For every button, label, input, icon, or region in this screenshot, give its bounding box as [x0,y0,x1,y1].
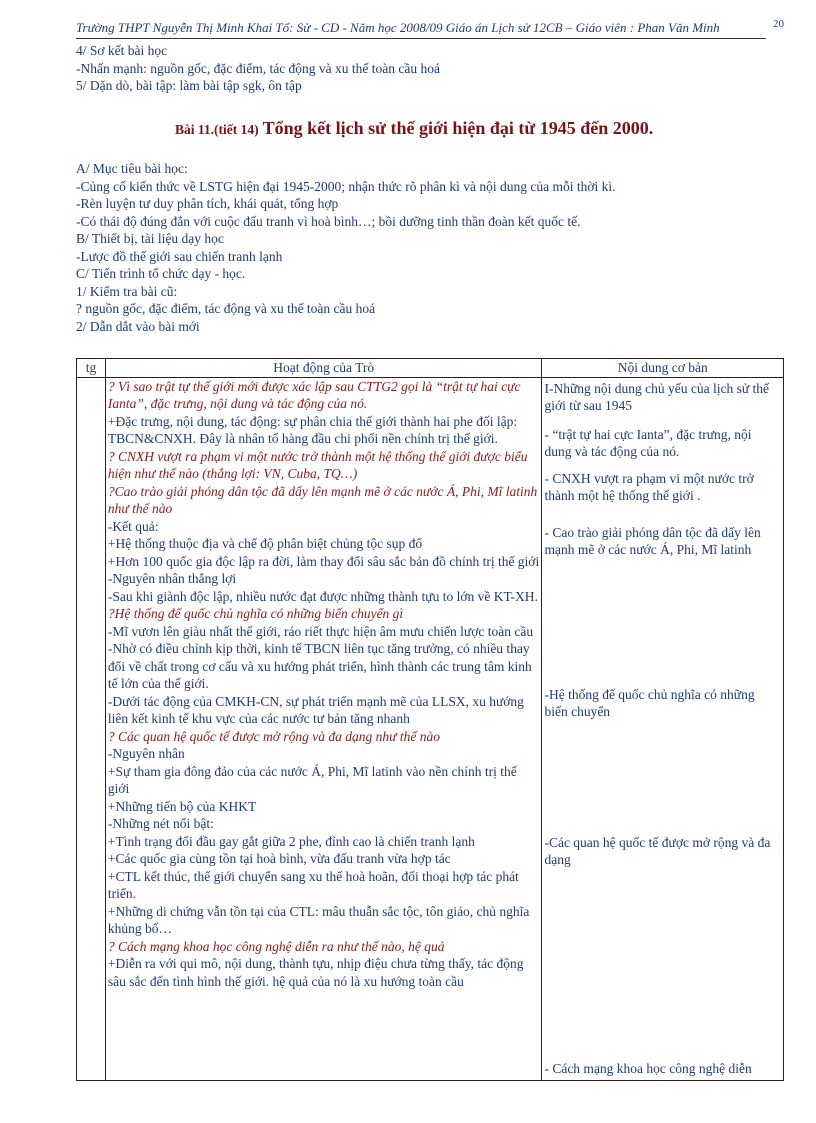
objective-line: ? nguồn gốc, đặc điểm, tác động và xu thế toàn cầu hoá [76,301,376,316]
activity-point: -Sau khi giành độc lập, nhiều nước đạt được những thành tựu to lớn về KT-XH. [107,588,538,604]
column-header-time: tg [77,359,106,378]
objective-line: -Lược đồ thế giới sau chiến tranh lạnh [76,248,283,264]
page-number: 20 [773,18,784,30]
activity-point: +Những di chứng vẫn tồn tại của CTL: mâu thuẫn sắc tộc, tôn giáo, chủ nghĩa khủng bố… [107,903,530,936]
lesson-heading: Tổng kết lịch sử thế giới hiện đại từ 1945 đến 2000. [262,118,654,138]
objective-line: A/ Mục tiêu bài học: [76,161,188,176]
content-point: - Cao trào giải phóng dân tộc đã dấy lên mạnh mẽ ở các nước Á, Phi, Mĩ latinh [544,524,761,557]
activity-point: -Nguyên nhân thắng lợi [107,571,237,586]
intro-line: -Nhấn mạnh: nguồn gốc, đặc điểm, tác động và xu thế toàn cầu hoá [76,60,441,76]
activity-cell [105,377,542,1080]
content-point: I-Những nội dung chủ yếu của lịch sử thế giới từ sau 1945 [544,380,770,413]
header-rule [76,38,766,39]
lesson-label: Bài 11.(tiết 14) [175,122,259,137]
activity-question: ? Các quan hệ quốc tế được mở rộng và đa dạng như thế nào [107,728,440,744]
activity-point: +Hệ thống thuộc địa và chế độ phân biệt chủng tộc sụp đổ [107,536,423,551]
activity-point: -Kết quả: [107,518,159,534]
activity-question: ? CNXH vượt ra phạm vi một nước trở thành một hệ thống thế giới được biểu hiện như thế nào (thắng lợi: VN, Cuba, TQ…) [107,448,528,481]
objectives-section [76,160,616,335]
objective-line: 2/ Dẫn dắt vào bài mới [76,318,200,334]
lesson-table [76,358,784,1081]
activity-question: ? Vì sao trật tự thế giới mới được xác lập sau CTTG2 gọi là “trật tự hai cực Ianta”, đặc trưng, nội dung và tác động của nó. [107,378,521,411]
content-point: - CNXH vượt ra phạm vi một nước trở thành một hệ thống thế giới . [544,470,754,503]
intro-section [76,42,440,95]
objective-line: -Có thái độ đúng đắn với cuộc đấu tranh vì hoà bình…; bồi dưỡng tinh thần đoàn kết quốc tế. [76,213,581,229]
table-row [77,377,784,1080]
intro-line: 5/ Dặn dò, bài tập: làm bài tập sgk, ôn tập [76,78,302,93]
page-header: Trường THPT Nguyễn Thị Minh Khai Tổ: Sử - CD - Năm học 2008/09 Giáo án Lịch sử 12CB – Giáo viên : Phan Văn Minh [76,20,720,35]
lesson-title [175,118,653,139]
objective-line: -Củng cố kiến thức về LSTG hiện đại 1945-2000; nhận thức rõ phân kì và nội dung của mỗi thời kì. [76,178,616,194]
objective-line: C/ Tiến trình tổ chức dạy - học. [76,266,246,281]
table-header-row [77,359,784,378]
activity-point: -Nhờ có điều chỉnh kịp thời, kinh tế TBCN liên tục tăng trưởng, có nhiều thay đổi về chất trong cơ cấu và xu hướng phát triển, hình thành các trung tâm kinh tế lớn của thế giới. [107,641,532,691]
activity-question: ? Cách mạng khoa học công nghệ diễn ra như thế nào, hệ quả [107,938,445,954]
activity-point: +Diễn ra với qui mô, nội dung, thành tựu, nhịp điệu chưa từng thấy, tác động sâu sắc đến tình hình thế giới. hệ quả của nó là xu hướng toàn cầu [107,956,524,989]
activity-point: +Sự tham gia đông đảo của các nước Á, Phi, Mĩ latinh vào nền chính trị thế giới [107,763,517,796]
activity-point: -Dưới tác động của CMKH-CN, sự phát triển mạnh mẽ của LLSX, xu hướng liên kết kinh tế khu vực của các nước tư bản tăng nhanh [107,693,524,726]
intro-line: 4/ Sơ kết bài học [76,43,168,58]
activity-point: +Đặc trưng, nội dung, tác động: sự phân chia thế giới thành hai phe đối lập: TBCN&CNXH. Đây là nhân tố hàng đầu chi phối nền chính trị thế giới. [107,413,518,446]
content-cell [542,377,784,1080]
activity-point: -Nguyên nhân [107,746,185,761]
activity-point: +Tình trạng đối đầu gay gắt giữa 2 phe, đỉnh cao là chiến tranh lạnh [107,833,475,849]
activity-point: +Các quốc gia cùng tồn tại hoà bình, vừa đấu tranh vừa hợp tác [107,851,451,866]
content-point: - “trật tự hai cực Ianta”, đặc trưng, nội dung và tác động của nó. [544,426,752,459]
activity-point: +CTL kết thúc, thế giới chuyển sang xu thế hoà hoãn, đối thoại hợp tác phát triển. [107,868,519,901]
content-point: -Các quan hệ quốc tế được mở rộng và đa dạng [544,834,771,867]
activity-question: ?Hệ thống đế quốc chủ nghĩa có những biến chuyển gì [107,606,404,621]
objective-line: B/ Thiết bị, tài liệu dạy học [76,231,224,246]
column-header-content: Nội dung cơ bản [542,359,784,378]
column-header-activity: Hoạt động của Trò [105,359,542,378]
activity-point: +Những tiến bộ của KHKT [107,798,257,814]
content-point: -Hệ thống đế quốc chủ nghĩa có những biến chuyển [544,686,755,719]
content-point: - Cách mạng khoa học công nghệ diễn [544,1060,752,1076]
activity-point: -Những nét nổi bật: [107,816,214,831]
objective-line: 1/ Kiểm tra bài cũ: [76,283,178,299]
activity-question: ?Cao trào giải phóng dân tộc đã dấy lên mạnh mẽ ở các nước Á, Phi, Mĩ latinh như thế nào [107,483,538,516]
objective-line: -Rèn luyện tư duy phân tích, khái quát, tổng hợp [76,196,339,211]
activity-point: -Mĩ vươn lên giàu nhất thế giới, ráo riết thực hiện âm mưu chiến lược toàn cầu [107,623,534,639]
time-cell [77,377,106,1080]
activity-point: +Hơn 100 quốc gia độc lập ra đời, làm thay đổi sâu sắc bản đồ chính trị thế giới [107,553,540,569]
